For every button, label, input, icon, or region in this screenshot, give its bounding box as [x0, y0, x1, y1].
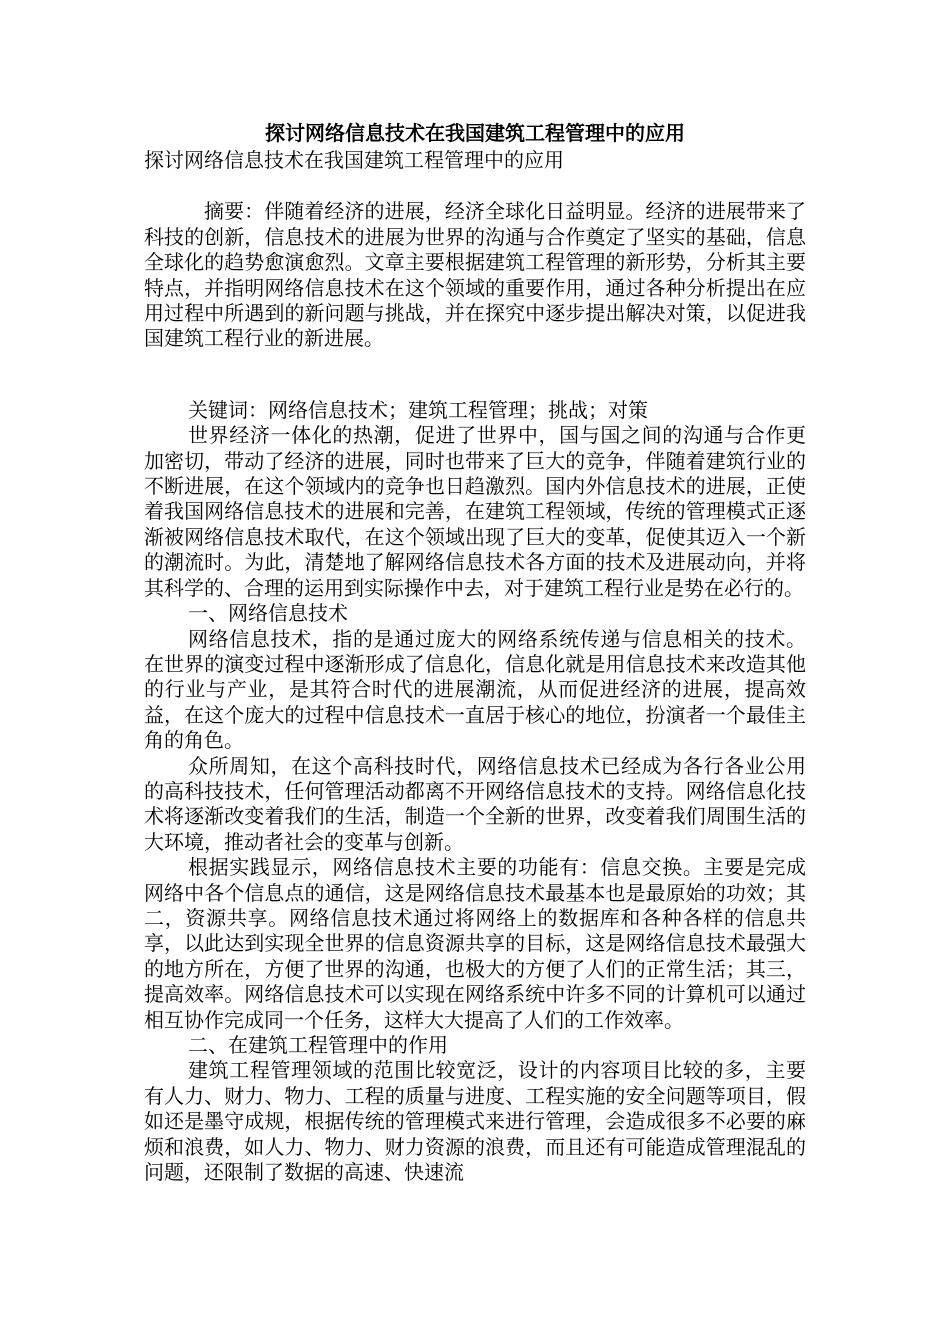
document-subtitle: 探讨网络信息技术在我国建筑工程管理中的应用 — [144, 148, 564, 172]
section-2-paragraph-1: 建筑工程管理领域的范围比较宽泛，设计的内容项目比较的多，主要有人力、财力、物力、工程的质量与进度、工程实施的安全问题等项目，假如还是墨守成规，根据传统的管理模式来进行管理，会造成很多不必要的麻烦和浪费，如人力、物力、财力资源的浪费，而且还有可能造成管理混乱的问题，还限制了数据的高速、快速流 — [144, 1058, 806, 1185]
keywords-line: 关键词：网络信息技术；建筑工程管理；挑战；对策 — [188, 397, 648, 422]
section-1-paragraph-3: 根据实践显示，网络信息技术主要的功能有：信息交换。主要是完成网络中各个信息点的通信，这是网络信息技术最基本也是最原始的功效；其二，资源共享。网络信息技术通过将网络上的数据库和各种各样的信息共享，以此达到实现全世界的信息资源共享的目标，这是网络信息技术最强大的地方所在，方便了世界的沟通，也极大的方便了人们的正常生活；其三，提高效率。网络信息技术可以实现在网络系统中许多不同的计算机可以通过相互协作完成同一个任务，这样大大提高了人们的工作效率。 — [144, 855, 806, 1032]
abstract-paragraph: 摘要：伴随着经济的进展，经济全球化日益明显。经济的进展带来了科技的创新，信息技术的进展为世界的沟通与合作奠定了坚实的基础，信息全球化的趋势愈演愈烈。文章主要根据建筑工程管理的新形势，分析其主要特点，并指明网络信息技术在这个领域的重要作用，通过各种分析提出在应用过程中所遇到的新问题与挑战，并在探究中逐步提出解决对策，以促进我国建筑工程行业的新进展。 — [144, 199, 806, 351]
section-1-paragraph-2: 众所周知，在这个高科技时代，网络信息技术已经成为各行各业公用的高科技技术，任何管理活动都离不开网络信息技术的支持。网络信息化技术将逐渐改变着我们的生活，制造一个全新的世界，改变着我们周围生活的大环境，推动者社会的变革与创新。 — [144, 753, 806, 854]
intro-paragraph: 世界经济一体化的热潮，促进了世界中，国与国之间的沟通与合作更加密切，带动了经济的进展，同时也带来了巨大的竞争，伴随着建筑行业的不断进展，在这个领域内的竞争也日趋激烈。国内外信息技术的进展，正使着我国网络信息技术的进展和完善，在建筑工程领域，传统的管理模式正逐渐被网络信息技术取代，在这个领域出现了巨大的变革，促使其迈入一个新的潮流时。为此，清楚地了解网络信息技术各方面的技术及进展动向，并将其科学的、合理的运用到实际操作中去，对于建筑工程行业是势在必行的。 — [144, 423, 806, 600]
document-title: 探讨网络信息技术在我国建筑工程管理中的应用 — [265, 121, 685, 145]
document-page — [144, 120, 806, 1185]
section-2-heading: 二、在建筑工程管理中的作用 — [188, 1033, 448, 1057]
section-1-paragraph-1: 网络信息技术，指的是通过庞大的网络系统传递与信息相关的技术。在世界的演变过程中逐渐形成了信息化，信息化就是用信息技术来改造其他的行业与产业，是其符合时代的进展潮流，从而促进经济的进展，提高效益，在这个庞大的过程中信息技术一直居于核心的地位，扮演者一个最佳主角的角色。 — [144, 626, 806, 753]
section-1-heading: 一、网络信息技术 — [188, 601, 348, 626]
